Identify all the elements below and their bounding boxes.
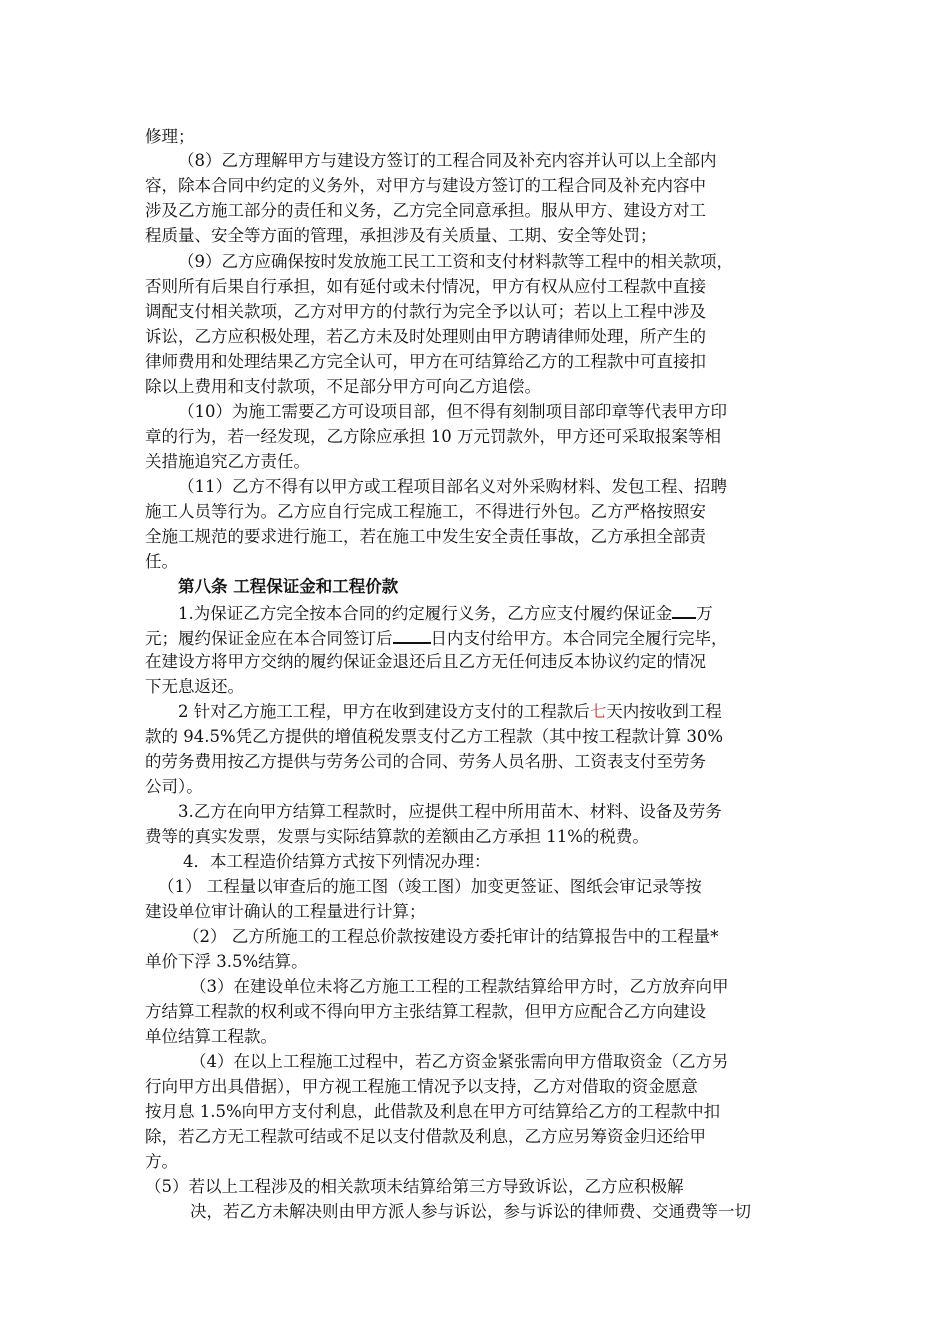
text-line: 诉讼，乙方应积极处理，若乙方未及时处理则由甲方聘请律师处理，所产生的 xyxy=(145,327,706,346)
text-run: 元；履约保证金应在本合同签订后 xyxy=(145,629,393,648)
text-line: 涉及乙方施工部分的责任和义务，乙方完全同意承担。服从甲方、建设方对工 xyxy=(145,201,706,220)
text-line: 单价下浮 3.5%结算。 xyxy=(145,952,308,971)
text-line xyxy=(178,700,722,724)
text-line: 款的 94.5%凭乙方提供的增值税发票支付乙方工程款（其中按工程款计算 30% xyxy=(145,727,724,746)
text-line: （1） 工程量以审查后的施工图（竣工图）加变更签证、图纸会审记录等按 xyxy=(158,877,702,896)
text-run: 日内支付给甲方。本合同完全履行完毕， xyxy=(430,629,728,648)
text-line: （10）为施工需要乙方可设项目部，但不得有刻制项目部印章等代表甲方印 xyxy=(178,402,727,421)
text-line: 决，若乙方未解决则由甲方派人参与诉讼，参与诉讼的律师费、交通费等一切 xyxy=(190,1202,751,1221)
text-run: 天内按收到工程 xyxy=(606,702,722,721)
text-line: （3）在建设单位未将乙方施工工程的工程款结算给甲方时，乙方放弃向甲 xyxy=(190,977,729,996)
text-line: 3.乙方在向甲方结算工程款时，应提供工程中所用苗木、材料、设备及劳务 xyxy=(178,802,722,821)
text-line: 方。 xyxy=(145,1152,178,1171)
text-line: （9）乙方应确保按时发放施工民工工资和支付材料款等工程中的相关款项， xyxy=(178,252,733,271)
text-line: 除以上费用和支付款项，不足部分甲方可向乙方追偿。 xyxy=(145,377,541,396)
section-heading: 第八条 工程保证金和工程价款 xyxy=(178,577,399,596)
text-line: 方结算工程款的权利或不得向甲方主张结算工程款，但甲方应配合乙方向建设 xyxy=(145,1002,706,1021)
text-run: 2 针对乙方施工工程，甲方在收到建设方支付的工程款后 xyxy=(178,702,590,721)
text-line: 除，若乙方无工程款可结或不足以支付借款及利息，乙方应另筹资金归还给甲 xyxy=(145,1127,706,1146)
text-line: 费等的真实发票，发票与实际结算款的差额由乙方承担 11%的税费。 xyxy=(145,827,649,846)
text-line: 单位结算工程款。 xyxy=(145,1027,277,1046)
fill-blank xyxy=(393,625,431,644)
text-line: （5）若以上工程涉及的相关款项未结算给第三方导致诉讼，乙方应积极解 xyxy=(145,1177,684,1196)
text-line: 关措施追究乙方责任。 xyxy=(145,452,310,471)
text-line: 建设单位审计确认的工程量进行计算； xyxy=(145,902,426,921)
text-line: 调配支付相关款项，乙方对甲方的付款行为完全予以认可；若以上工程中涉及 xyxy=(145,302,706,321)
text-line: （4）在以上工程施工过程中，若乙方资金紧张需向甲方借取资金（乙方另 xyxy=(190,1052,729,1071)
highlighted-text: 七 xyxy=(589,702,607,721)
text-line: 按月息 1.5%向甲方支付利息，此借款及利息在甲方可结算给乙方的工程款中扣 xyxy=(145,1102,721,1121)
text-line: 任。 xyxy=(145,552,178,571)
text-line: 在建设方将甲方交纳的履约保证金退还后且乙方无任何违反本协议约定的情况 xyxy=(145,652,706,671)
text-line: 4．本工程造价结算方式按下列情况办理： xyxy=(183,852,491,871)
text-line: 否则所有后果自行承担，如有延付或未付情况，甲方有权从应付工程款中直接 xyxy=(145,277,706,296)
text-line: 下无息返还。 xyxy=(145,677,244,696)
text-line: 章的行为，若一经发现，乙方除应承担 10 万元罚款外，甲方还可采取报案等相 xyxy=(145,427,721,446)
text-run: 万 xyxy=(696,604,713,623)
text-line: （8）乙方理解甲方与建设方签订的工程合同及补充内容并认可以上全部内 xyxy=(178,151,717,170)
text-line: 程质量、安全等方面的管理，承担涉及有关质量、工期、安全等处罚； xyxy=(145,226,657,245)
text-line: 公司）。 xyxy=(145,777,203,796)
text-line xyxy=(178,600,713,626)
text-line: 施工人员等行为。乙方应自行完成工程施工，不得进行外包。乙方严格按照安 xyxy=(145,502,706,521)
text-line: 行向甲方出具借据），甲方视工程施工情况予以支持，乙方对借取的资金愿意 xyxy=(145,1077,698,1096)
text-line: 全施工规范的要求进行施工，若在施工中发生安全责任事故，乙方承担全部责 xyxy=(145,527,706,546)
text-line: 修理； xyxy=(145,127,195,146)
text-line: 的劳务费用按乙方提供与劳务公司的合同、劳务人员名册、工资表支付至劳务 xyxy=(145,752,706,771)
fill-blank xyxy=(672,600,696,619)
text-line: 容，除本合同中约定的义务外，对甲方与建设方签订的工程合同及补充内容中 xyxy=(145,176,706,195)
text-line xyxy=(145,625,728,651)
text-line: 律师费用和处理结果乙方完全认可，甲方在可结算给乙方的工程款中可直接扣 xyxy=(145,352,706,371)
text-run: 1.为保证乙方完全按本合同的约定履行义务，乙方应支付履约保证金 xyxy=(178,604,673,623)
text-line: （11）乙方不得有以甲方或工程项目部名义对外采购材料、发包工程、招聘 xyxy=(178,477,727,496)
text-line: （2） 乙方所施工的工程总价款按建设方委托审计的结算报告中的工程量* xyxy=(183,927,719,946)
